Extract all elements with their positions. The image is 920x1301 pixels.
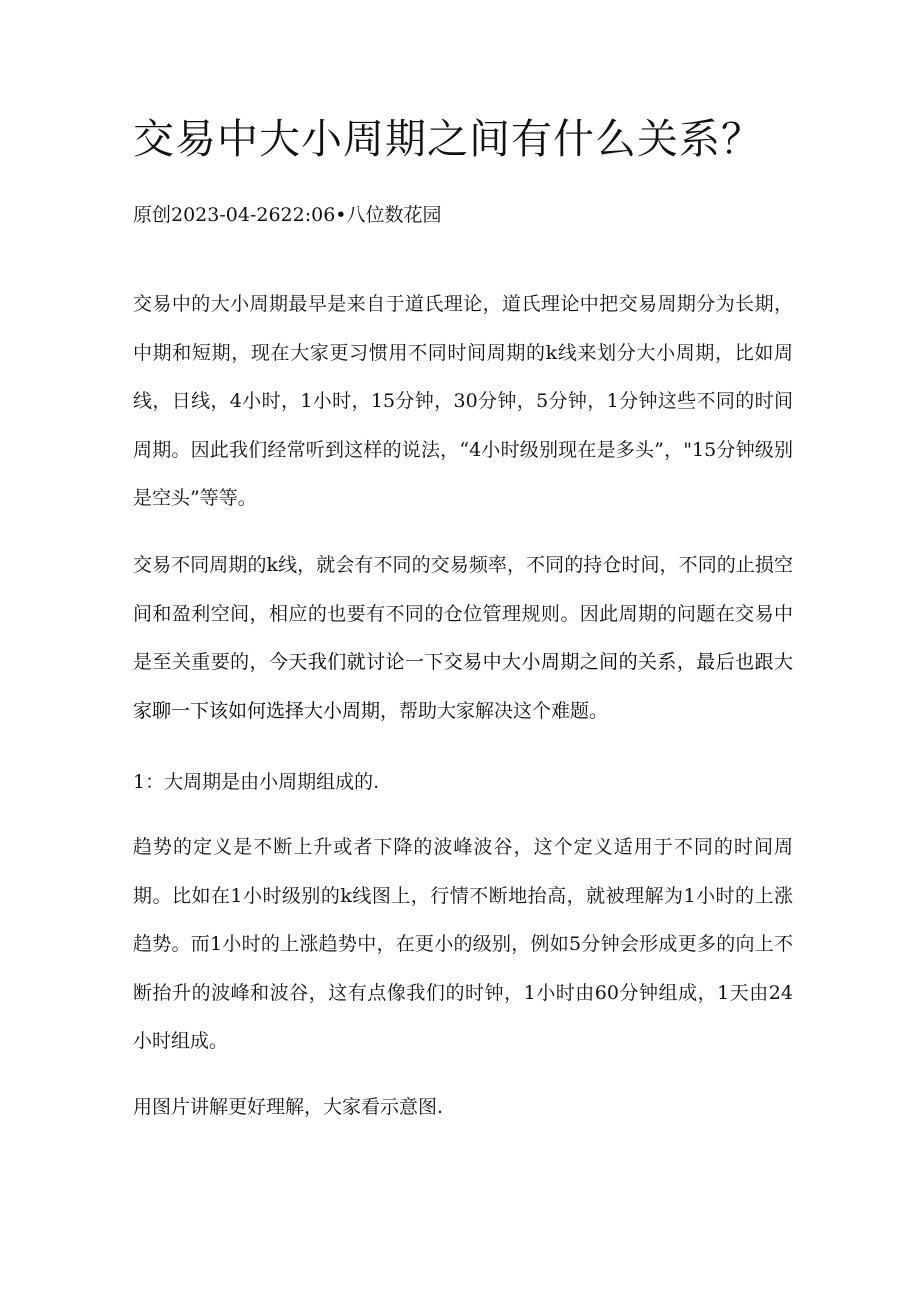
paragraph-diagram-intro: 用图片讲解更好理解，大家看示意图. (133, 1096, 444, 1118)
article-title: 交易中大小周期之间有什么关系？ (133, 115, 763, 163)
paragraph-text: 交易不同周期的k线，就会有不同的交易频率，不同的持仓时间，不同的止损空间和盈利空间，相应的也要有不同的仓位管理规则。因此周期的问题在交易中是至关重要的， (133, 554, 793, 673)
section-number: 1： (133, 771, 165, 793)
paragraph-text-end: ，帮助大家解决这个难题。 (380, 699, 609, 722)
section-heading-1 (133, 758, 793, 807)
paragraph-trend-definition: 趋势的定义是不断上升或者下降的波峰波谷，这个定义适用于不同的时间周期。比如在1小时级别的k线图上，行情不断地抬高，就被理解为1小时的上涨趋势。而1小时的上涨趋势中，在更小的级别，例如5分钟会形成更多的向上不断抬升的波峰和波谷，这有点像我们的时钟，1小时由60分钟组成，1天由24小时组成。 (133, 836, 793, 1052)
section-title: 大周期是由小周期组成的. (164, 771, 380, 793)
paragraph-dow-theory: 交易中的大小周期最早是来自于道氏理论，道氏理论中把交易周期分为长期，中期和短期，现在大家更习惯用不同时间周期的k线来划分大小周期，比如周线，日线，4小时，1小时，15分钟，30分钟，5分钟，1分钟这些不同的时间周期。因此我们经常听到这样的说法，“4小时级别现在是多头”，"15分钟级别是空头”等等。 (133, 293, 793, 509)
paragraph-cycle-importance (133, 541, 793, 735)
article-meta: 原创2023-04-2622:06•八位数花园 (133, 204, 442, 226)
emphasis-text: 今天我们就讨论一下交易中大小周期之间的关系，最后也跟大家聊一下该如何选择大小周期 (133, 651, 793, 722)
